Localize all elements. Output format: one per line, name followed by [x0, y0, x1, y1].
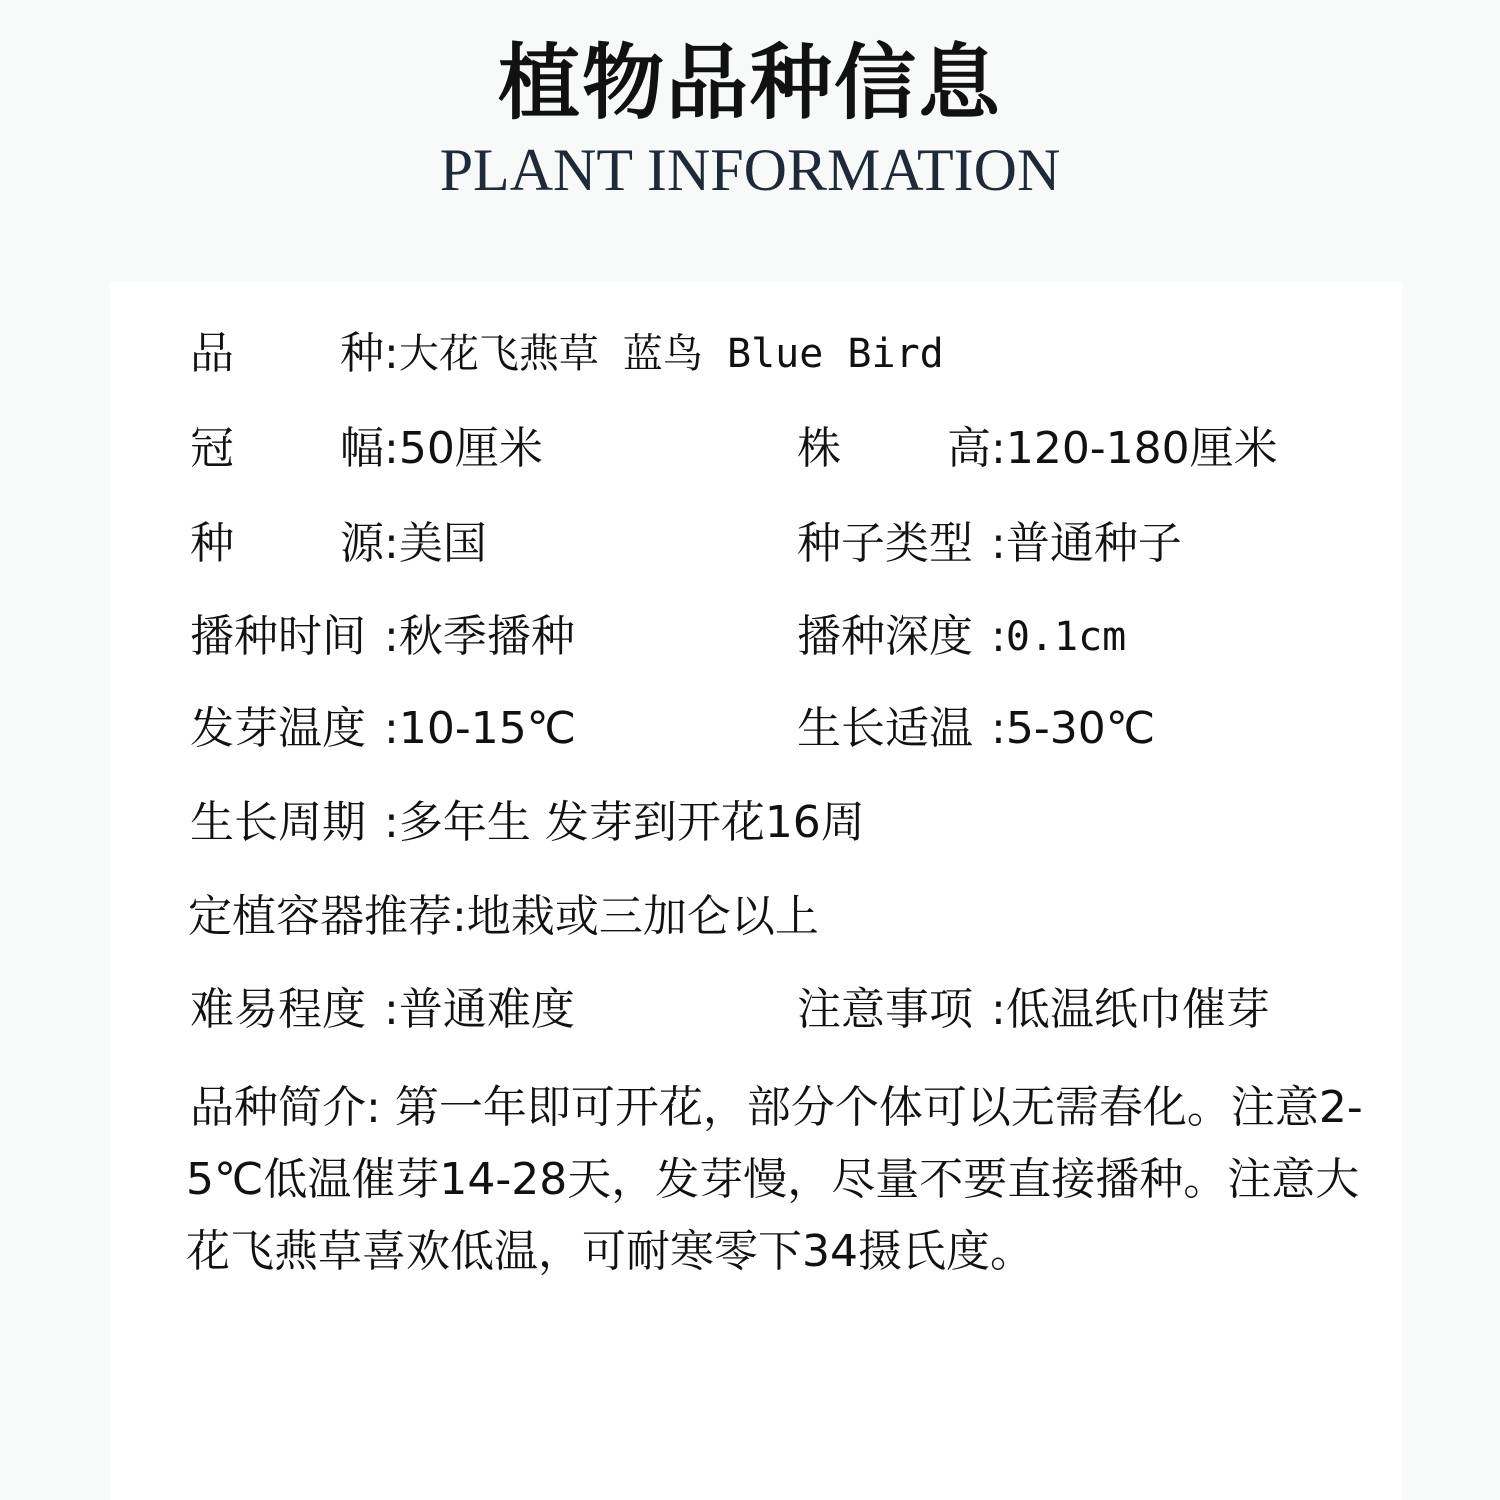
page-title-en: PLANT INFORMATION [439, 137, 1061, 203]
difficulty-row [190, 982, 575, 1038]
colon: : [991, 423, 1006, 474]
sow-depth-value: 0.1cm [1005, 614, 1127, 660]
grow-temp-value: 5-30℃ [1005, 703, 1156, 754]
colon: : [384, 611, 399, 662]
colon: : [384, 328, 399, 379]
colon: : [366, 1082, 381, 1133]
crown-value: 50厘米 [398, 423, 543, 474]
difficulty-label: 难易程度 [190, 984, 366, 1035]
sow-time-label: 播种时间 [190, 611, 366, 662]
difficulty-value: 普通难度 [398, 984, 575, 1035]
colon: : [384, 797, 399, 848]
variety-row [190, 326, 944, 382]
colon: : [384, 984, 399, 1035]
germ-temp-label: 发芽温度 [190, 703, 366, 754]
grow-temp-row [797, 701, 1155, 757]
variety-intro [186, 1072, 1366, 1288]
crown-label: 冠 幅 [190, 423, 384, 474]
variety-label: 品 种 [190, 328, 384, 379]
colon: : [991, 984, 1006, 1035]
container-label: 定植容器推荐 [188, 891, 452, 942]
sow-time-value: 秋季播种 [398, 611, 575, 662]
colon: : [384, 703, 399, 754]
notes-value: 低温纸巾催芽 [1005, 984, 1270, 1035]
sow-depth-row [797, 609, 1126, 665]
intro-label: 品种简介 [190, 1082, 366, 1133]
colon: : [384, 518, 399, 569]
sow-depth-label: 播种深度 [797, 611, 973, 662]
grow-temp-label: 生长适温 [797, 703, 973, 754]
cycle-label: 生长周期 [190, 797, 366, 848]
seed-type-value: 普通种子 [1005, 518, 1182, 569]
notes-row [797, 982, 1270, 1038]
colon: : [384, 423, 399, 474]
height-value: 120-180厘米 [1005, 423, 1278, 474]
origin-value: 美国 [398, 518, 487, 569]
germ-temp-row [190, 701, 576, 757]
sow-time-row [190, 609, 575, 665]
seed-type-row [797, 516, 1182, 572]
seed-type-label: 种子类型 [797, 518, 973, 569]
colon: : [991, 611, 1006, 662]
container-value: 地栽或三加仑以上 [466, 891, 819, 942]
colon: : [991, 518, 1006, 569]
colon: : [991, 703, 1006, 754]
height-label: 株 高 [797, 423, 991, 474]
origin-row [190, 516, 487, 572]
crown-row [190, 421, 543, 477]
origin-label: 种 源 [190, 518, 384, 569]
page-title-cn: 植物品种信息 [497, 36, 1002, 131]
intro-text: 第一年即可开花，部分个体可以无需春化。注意2-5℃低温催芽14-28天，发芽慢，尽量不要直接播种。注意大花飞燕草喜欢低温，可耐寒零下34摄氏度。 [186, 1082, 1363, 1277]
variety-value: 大花飞燕草 蓝鸟 Blue Bird [398, 331, 944, 377]
colon: : [452, 891, 467, 942]
germ-temp-value: 10-15℃ [398, 703, 577, 754]
container-row [188, 889, 819, 945]
cycle-value: 多年生 发芽到开花16周 [398, 797, 865, 848]
notes-label: 注意事项 [797, 984, 973, 1035]
cycle-row [190, 795, 865, 851]
height-row [797, 421, 1278, 477]
